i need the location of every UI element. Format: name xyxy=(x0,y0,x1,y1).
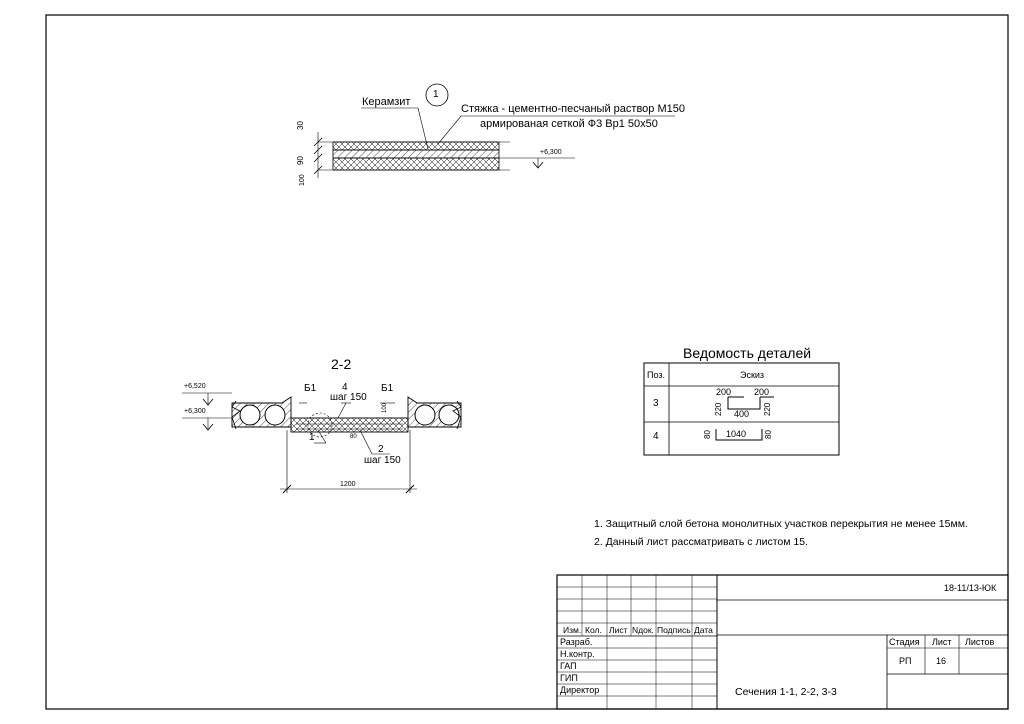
row-4-left: 80 xyxy=(703,430,712,439)
slab-layer xyxy=(333,158,499,170)
step-bottom: шаг 150 xyxy=(364,455,401,466)
note-1: 1. Защитный слой бетона монолитных участков перекрытия не менее 15мм. xyxy=(594,518,968,530)
row-3-side-right: 220 xyxy=(763,402,772,416)
stage-label: Стадия xyxy=(889,637,920,647)
label-screed-line1: Стяжка - цементно-песчаный раствор М150 xyxy=(461,103,685,115)
stage-value: РП xyxy=(899,656,912,666)
section-2-2 xyxy=(182,393,461,493)
doc-code: 18-11/13-ЮК xyxy=(944,583,997,593)
section-2-2-title: 2-2 xyxy=(331,356,352,372)
level-6300-b: +6,300 xyxy=(184,408,206,415)
sheet-title: Сечения 1-1, 2-2, 3-3 xyxy=(735,686,837,698)
role-director: Директор xyxy=(560,685,600,695)
level-6300-a: +6,300 xyxy=(540,149,562,156)
sheet-value: 16 xyxy=(936,656,947,666)
span-1200: 1200 xyxy=(340,481,356,488)
header-date: Дата xyxy=(694,625,713,635)
role-nkontr: Н.контр. xyxy=(560,649,595,659)
monolithic-infill xyxy=(291,418,408,432)
header-kol: Кол. xyxy=(585,625,602,635)
dim-100-b: 100 xyxy=(382,402,388,413)
sheets-label: Листов xyxy=(965,637,995,647)
keramzit-layer xyxy=(333,150,499,158)
screed-layer xyxy=(333,142,499,150)
label-keramzit: Керамзит xyxy=(362,96,411,108)
row-4-pos: 4 xyxy=(653,431,659,442)
header-signature: Подпись xyxy=(657,625,691,635)
label-b1-right: Б1 xyxy=(381,383,394,394)
pos-2: 2 xyxy=(378,444,384,455)
level-6520: +6,520 xyxy=(184,383,206,390)
row-3-top-right: 200 xyxy=(754,387,770,397)
callout-1-b: 1 xyxy=(309,432,315,443)
row-3-bottom: 400 xyxy=(734,409,750,419)
header-izm: Изм. xyxy=(563,625,582,635)
dim-80-b: 80 xyxy=(350,434,357,440)
header-ndok: Nдок. xyxy=(632,625,654,635)
dim-100: 100 xyxy=(299,174,306,186)
header-list: Лист xyxy=(609,625,628,635)
role-gap: ГАП xyxy=(560,661,577,671)
role-gip: ГИП xyxy=(560,673,578,683)
label-screed-line2: армированая сеткой Ф3 Вр1 50х50 xyxy=(480,118,658,130)
row-4-right: 80 xyxy=(764,430,773,439)
row-4-middle: 1040 xyxy=(726,429,747,439)
col-sketch: Эскиз xyxy=(740,370,765,380)
details-table-title: Ведомость деталей xyxy=(683,345,812,361)
note-2: 2. Данный лист рассматривать с листом 15. xyxy=(594,536,808,548)
dim-30: 30 xyxy=(296,121,305,130)
role-razrab: Разраб. xyxy=(560,637,593,647)
pos-4: 4 xyxy=(342,382,348,393)
label-b1-left: Б1 xyxy=(304,383,317,394)
col-pos: Поз. xyxy=(647,370,665,380)
dim-90: 90 xyxy=(296,156,305,165)
step-top: шаг 150 xyxy=(330,392,367,403)
row-3-top-left: 200 xyxy=(716,387,732,397)
callout-number-1: 1 xyxy=(433,89,439,100)
sheet-label: Лист xyxy=(932,637,952,647)
row-3-side-left: 220 xyxy=(714,402,723,416)
row-3-pos: 3 xyxy=(653,398,659,409)
